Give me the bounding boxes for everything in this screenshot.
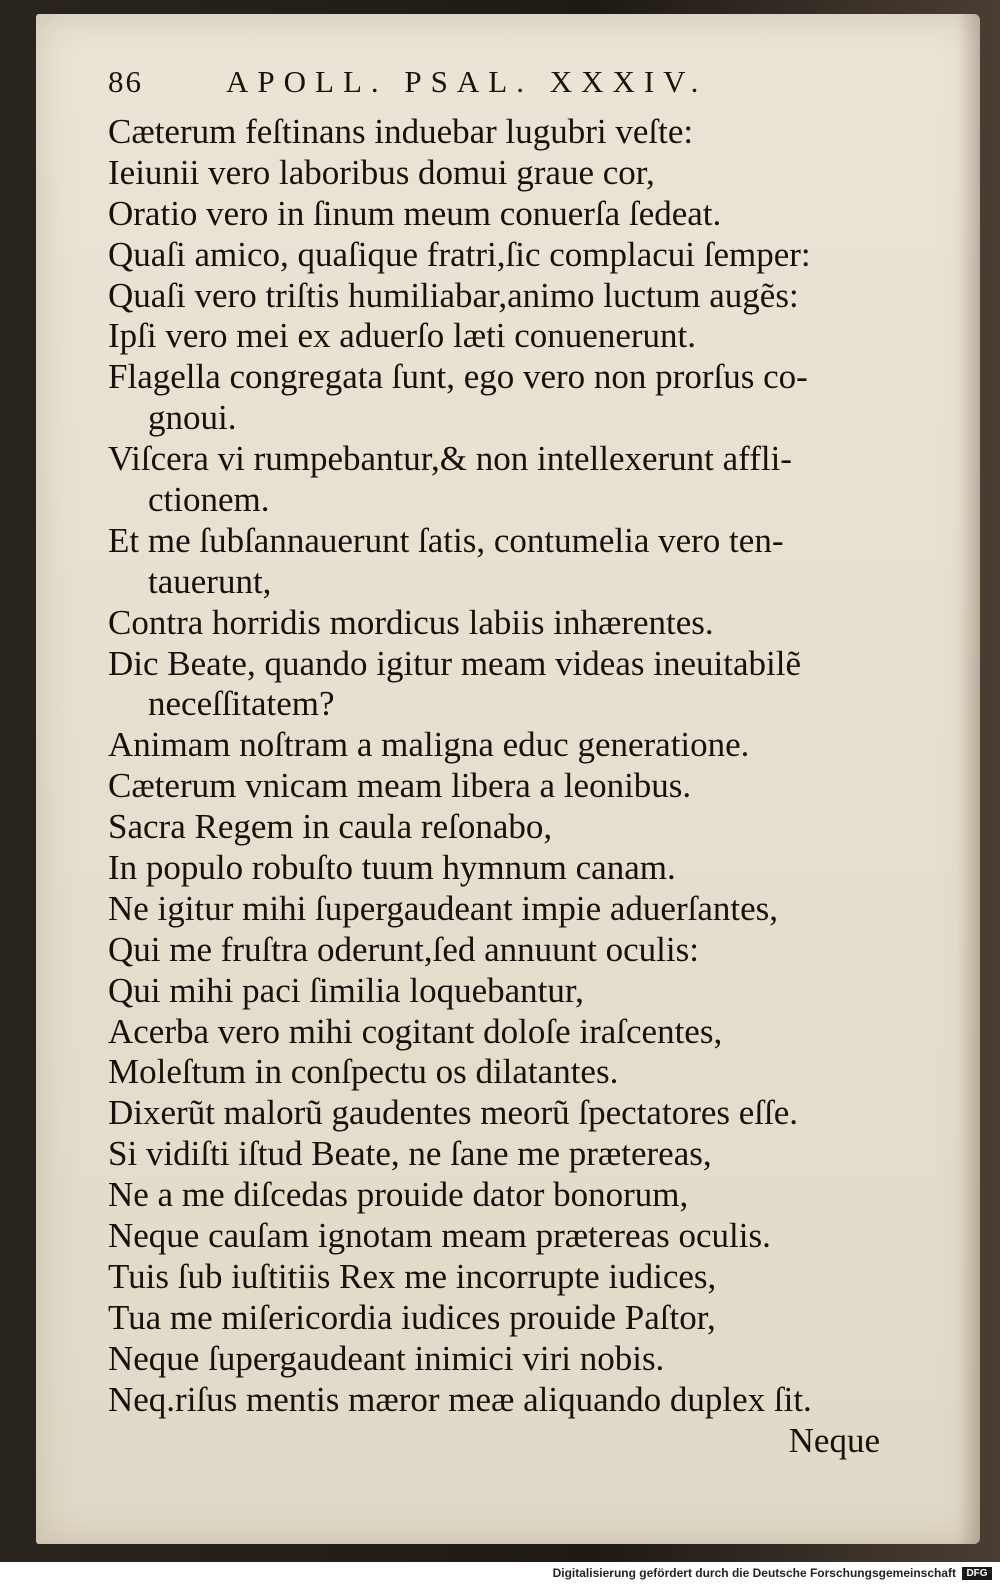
- text-line: Tuis ſub iuſtitiis Rex me incorrupte iudices,: [108, 1256, 717, 1296]
- text-line: Dixerũt malorũ gaudentes meorũ ſpectatores eſſe.: [108, 1093, 799, 1133]
- text-line: Neque ſupergaudeant inimici viri nobis.: [108, 1338, 665, 1378]
- digitization-footer: [0, 1562, 1000, 1585]
- text-line: Moleſtum in conſpectu os dilatantes.: [108, 1052, 619, 1092]
- page-number: 86: [108, 64, 143, 99]
- text-line: Ne a me diſcedas prouide dator bonorum,: [108, 1175, 689, 1215]
- text-line: Animam noſtram a maligna educ generatione.: [108, 725, 750, 765]
- text-line: Quaſi vero triſtis humiliabar,animo luctum augẽs:: [108, 275, 799, 315]
- text-line: Cæterum vnicam meam libera a leonibus.: [108, 766, 692, 806]
- text-line: Flagella congregata ſunt, ego vero non prorſus co-: [108, 357, 808, 397]
- text-line: Qui mihi paci ſimilia loquebantur,: [108, 970, 584, 1010]
- dfg-logo: DFG: [962, 1567, 992, 1580]
- text-line: Cæterum feſtinans induebar lugubri veſte:: [108, 112, 694, 151]
- text-line: Ieiunii vero laboribus domui graue cor,: [108, 152, 655, 192]
- text-line: tauerunt,: [148, 561, 272, 601]
- text-line: Qui me fruſtra oderunt,ſed annuunt oculis:: [108, 929, 699, 969]
- text-line: Ipſi vero mei ex aduerſo læti conuenerunt.: [108, 316, 697, 356]
- text-line: Tua me miſericordia iudices prouide Paſtor,: [108, 1297, 716, 1337]
- text-line: Contra horridis mordicus labiis inhærentes.: [108, 602, 714, 642]
- funding-credit: Digitalisierung gefördert durch die Deutsche Forschungsgemeinschaft: [552, 1566, 956, 1580]
- text-line: gnoui.: [148, 398, 237, 438]
- text-line: Neque cauſam ignotam meam prætereas oculis.: [108, 1216, 771, 1256]
- catchword: Neque: [788, 1420, 880, 1460]
- psalm-text-body: [108, 112, 888, 1461]
- text-line: Viſcera vi rumpebantur,& non intellexerunt affli-: [108, 439, 792, 479]
- text-line: Ne igitur mihi ſupergaudeant impie aduerſantes,: [108, 888, 778, 928]
- text-line: Si vidiſti iſtud Beate, ne ſane me prætereas,: [108, 1134, 712, 1174]
- text-line: Et me ſubſannauerunt ſatis, contumelia vero ten-: [108, 520, 784, 560]
- text-line: Oratio vero in ſinum meum conuerſa ſedeat.: [108, 193, 722, 233]
- text-line: Sacra Regem in caula reſonabo,: [108, 807, 553, 847]
- text-line: ctionem.: [148, 480, 270, 520]
- text-line: In populo robuſto tuum hymnum canam.: [108, 848, 676, 888]
- page-edge-shadow: [958, 14, 980, 1544]
- text-line: Acerba vero mihi cogitant doloſe iraſcentes,: [108, 1011, 723, 1051]
- text-line: Quaſi amico, quaſique fratri,ſic complacui ſemper:: [108, 234, 811, 274]
- text-line: Neq.riſus mentis mæror meæ aliquando duplex ſit.: [108, 1379, 812, 1419]
- text-line: Dic Beate, quando igitur meam videas ineuitabilẽ: [108, 643, 801, 683]
- running-title: APOLL. PSAL. XXXIV.: [226, 64, 708, 99]
- running-header: [108, 64, 868, 110]
- text-line: neceſſitatem?: [148, 684, 335, 724]
